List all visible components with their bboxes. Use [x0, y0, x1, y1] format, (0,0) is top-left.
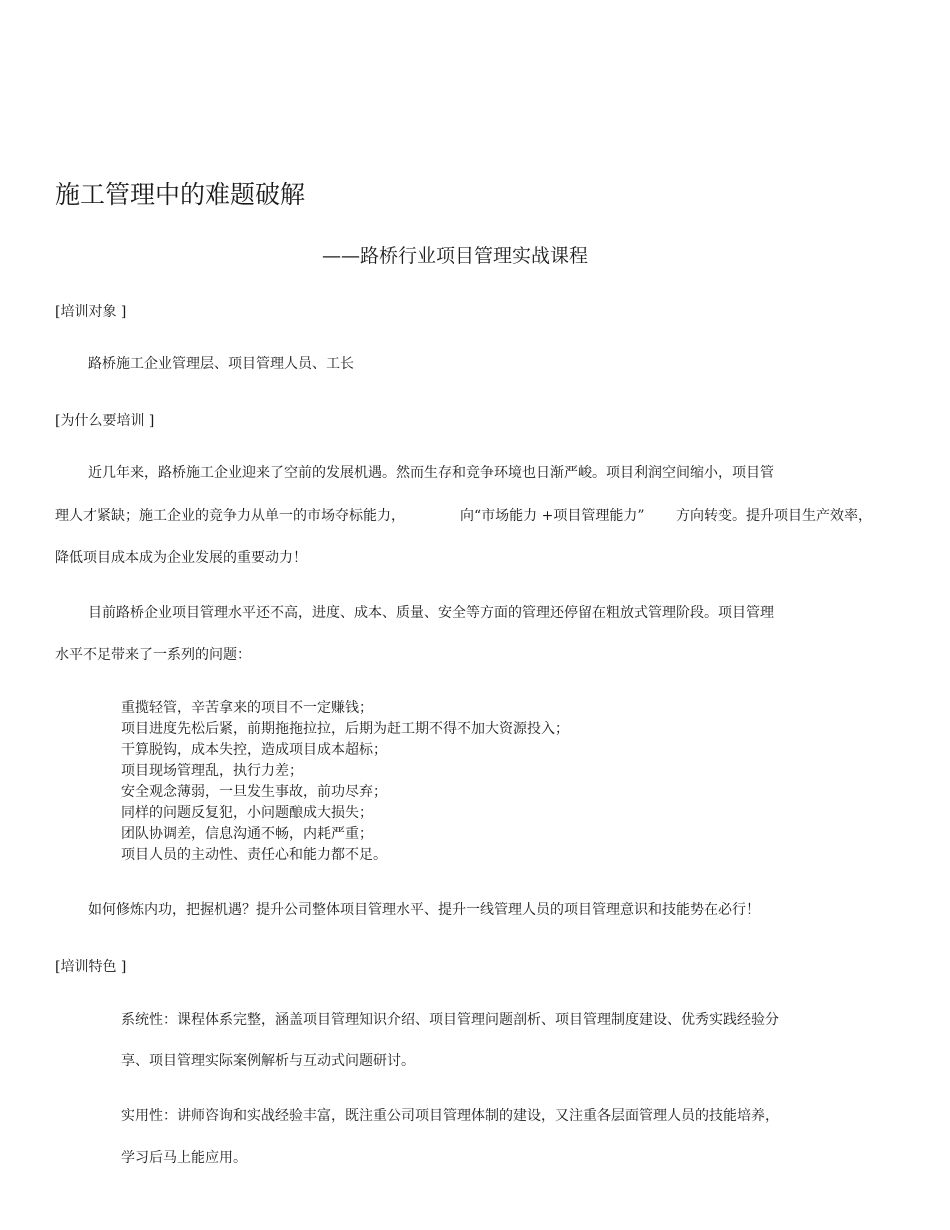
feature-practical-line-1: 实用性：讲师咨询和实战经验丰富，既注重公司项目管理体制的建设，又注重各层面管理人员的技能培养，	[121, 1108, 779, 1124]
feature-practical-line-2: 学习后马上能应用。	[121, 1150, 247, 1166]
problem-list-item: 安全观念薄弱，一旦发生事故，前功尽弃；	[121, 784, 387, 800]
why-paragraph-1-line-3: 降低项目成本成为企业发展的重要动力！	[55, 550, 307, 566]
why-paragraph-1-line-2b: 向“市场能力 +项目管理能力”	[460, 508, 645, 524]
why-paragraph-1-line-2c: 方向转变。提升项目生产效率，	[676, 508, 872, 524]
problem-list-item: 项目人员的主动性、责任心和能力都不足。	[121, 847, 387, 863]
document-title: 施工管理中的难题破解	[55, 180, 306, 209]
problem-list-item: 项目现场管理乱，执行力差；	[121, 763, 303, 779]
feature-systematic-line-2: 享、项目管理实际案例解析与互动式问题研讨。	[121, 1053, 415, 1069]
why-conclusion: 如何修炼内功，把握机遇？提升公司整体项目管理水平、提升一线管理人员的项目管理意识和技能势在必行！	[88, 902, 760, 918]
why-paragraph-1-line-1: 近几年来，路桥施工企业迎来了空前的发展机遇。然而生存和竞争环境也日渐严峻。项目利润空间缩小，项目管	[88, 465, 774, 481]
problem-list-item: 项目进度先松后紧，前期拖拖拉拉，后期为赶工期不得不加大资源投入；	[121, 721, 569, 737]
why-paragraph-1-line-2a: 理人才紧缺；施工企业的竞争力从单一的市场夺标能力，	[55, 508, 405, 524]
section-heading-audience: [培训对象 ]	[55, 304, 127, 320]
problem-list-item: 团队协调差，信息沟通不畅，内耗严重；	[121, 826, 373, 842]
audience-text: 路桥施工企业管理层、项目管理人员、工长	[88, 356, 354, 372]
document-subtitle: ——路桥行业项目管理实战课程	[322, 245, 589, 267]
problem-list-item: 同样的问题反复犯，小问题酿成大损失；	[121, 805, 373, 821]
problem-list-item: 干算脱钩，成本失控，造成项目成本超标；	[121, 742, 387, 758]
why-paragraph-2-line-1: 目前路桥企业项目管理水平还不高，进度、成本、质量、安全等方面的管理还停留在粗放式管理阶段。项目管理	[88, 605, 774, 621]
feature-systematic-line-1: 系统性：课程体系完整，涵盖项目管理知识介绍、项目管理问题剖析、项目管理制度建设、优秀实践经验分	[121, 1012, 779, 1028]
why-paragraph-2-line-2: 水平不足带来了一系列的问题：	[55, 647, 251, 663]
section-heading-features: [培训特色 ]	[55, 959, 127, 975]
problem-list-item: 重揽轻管，辛苦拿来的项目不一定赚钱；	[121, 700, 373, 716]
section-heading-why: [为什么要培训 ]	[55, 413, 155, 429]
